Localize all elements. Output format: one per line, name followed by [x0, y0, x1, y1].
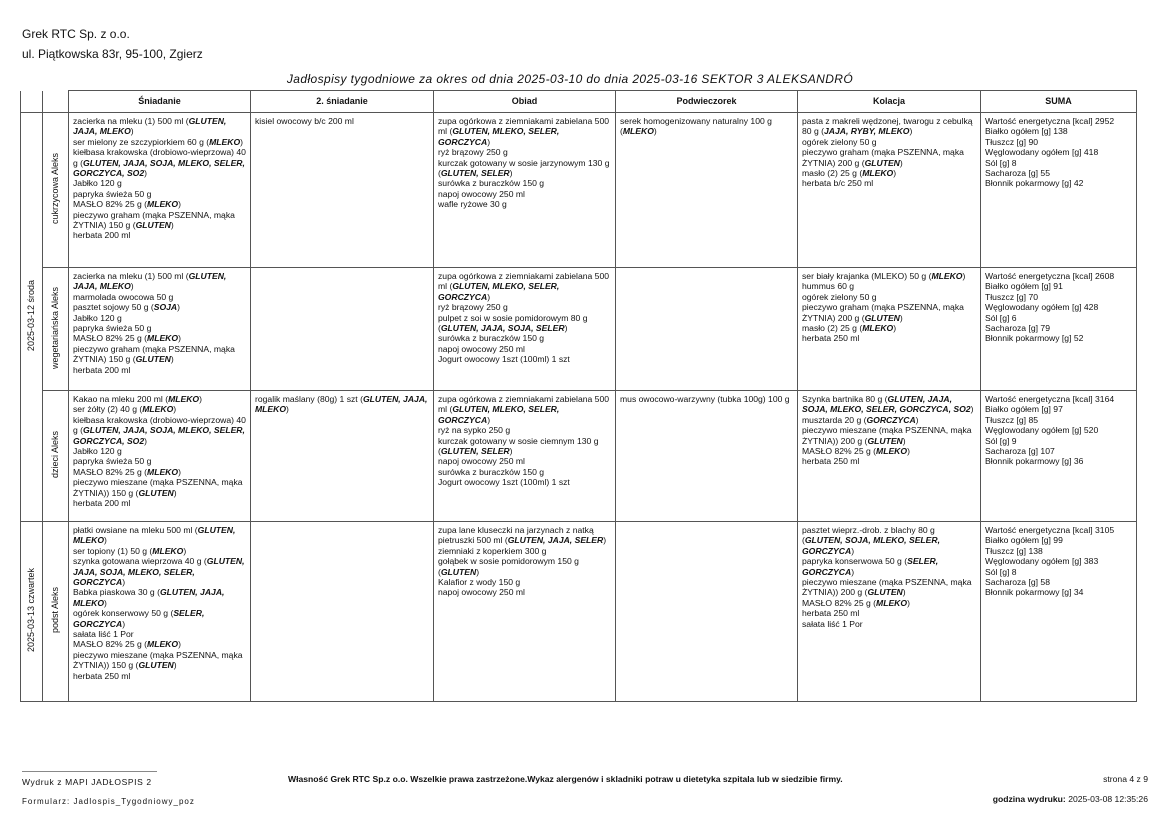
meal-item: Sól [g] 8 — [985, 566, 1017, 577]
day-date: 2025-03-12 środa — [26, 280, 37, 352]
allergen-list: GLUTEN — [138, 660, 174, 671]
company-header — [22, 24, 203, 64]
diet-name: cukrzycowa Aleks — [50, 153, 61, 225]
page-title: Jadłospisy tygodniowe za okres od dnia 2025-03-10 do dnia 2025-03-16 SEKTOR 3 ALEKSANDRÓ — [286, 72, 854, 86]
meal-item: herbata 250 ml — [802, 456, 860, 467]
allergen-list: MLEKO — [147, 639, 179, 650]
meal-item: Błonnik pokarmowy [g] 42 — [985, 178, 1084, 189]
meal-item: zupa ogórkowa z ziemniakami zabielana 500 ml (GLUTEN, MLEKO, SELER, GORCZYCA) — [438, 271, 610, 302]
meal-cell — [981, 522, 1137, 702]
meal-item: pieczywo graham (mąka PSZENNA, mąka ŻYTNIA) 150 g (GLUTEN) — [73, 343, 235, 365]
allergen-list: MLEKO — [931, 271, 963, 281]
meal-item: Wartość energetyczna [kcal] 2608 — [985, 271, 1115, 281]
meal-item: pieczywo mieszane (mąka PSZENNA, mąka ŻYTNIA)) 150 g (GLUTEN) — [73, 649, 243, 671]
meal-item: MASŁO 82% 25 g (MLEKO) — [802, 597, 910, 608]
menu-row — [21, 268, 1137, 391]
meal-item: pulpet z soi w sosie pomidorowym 80 g (GLUTEN, JAJA, SOJA, SELER) — [438, 312, 588, 334]
allergen-list: GLUTEN, JAJA, MLEKO — [73, 116, 227, 137]
meal-item: MASŁO 82% 25 g (MLEKO) — [73, 199, 181, 210]
menu-row — [21, 522, 1137, 702]
meal-item: marmolada owocowa 50 g — [73, 291, 174, 302]
allergen-list: GLUTEN, SOJA, MLEKO, SELER, GORCZYCA — [802, 535, 940, 556]
meal-item: Sacharoza [g] 55 — [985, 168, 1050, 179]
allergen-list: GLUTEN, MLEKO, SELER, GORCZYCA — [438, 281, 560, 302]
header-corner — [43, 91, 69, 113]
meal-item: Błonnik pokarmowy [g] 36 — [985, 456, 1084, 467]
meal-item: Jabłko 120 g — [73, 312, 122, 323]
meal-item: herbata 250 ml — [802, 333, 860, 344]
meal-item: kiełbasa krakowska (drobiowo-wieprzowa) 40 g (GLUTEN, JAJA, SOJA, MLEKO, SELER, GORCZYCA, SO2) — [73, 147, 246, 179]
allergen-list: GLUTEN — [864, 157, 900, 168]
menu-row — [21, 113, 1137, 268]
allergen-list: SELER, GORCZYCA — [73, 608, 205, 629]
print-time-value: 2025-03-08 12:35:26 — [1068, 794, 1148, 804]
meal-item: Błonnik pokarmowy [g] 34 — [985, 587, 1084, 598]
meal-cell — [69, 391, 251, 522]
allergen-list: MLEKO — [622, 126, 654, 137]
meal-item: Białko ogółem [g] 138 — [985, 126, 1068, 137]
meal-item: Jogurt owocowy 1szt (100ml) 1 szt — [438, 477, 570, 488]
meal-item: ryż na sypko 250 g — [438, 425, 511, 436]
allergen-list: MLEKO — [147, 333, 179, 344]
allergen-list: GLUTEN, JAJA, SOJA, MLEKO, SELER, GORCZYCA — [73, 556, 245, 588]
meal-item: ogórek zielony 50 g — [802, 136, 877, 147]
meal-item: Sól [g] 8 — [985, 157, 1017, 168]
meal-cell — [251, 113, 434, 268]
meal-item: Białko ogółem [g] 99 — [985, 535, 1063, 546]
meal-item: napoj owocowy 250 ml — [438, 456, 525, 467]
meal-cell — [434, 268, 616, 391]
meal-item: pasztet wieprz.-drob. z blachy 80 g (GLUTEN, SOJA, MLEKO, SELER, GORCZYCA) — [802, 525, 940, 556]
meal-item: MASŁO 82% 25 g (MLEKO) — [73, 639, 181, 650]
meal-item: masło (2) 25 g (MLEKO) — [802, 323, 897, 334]
meal-item: Jogurt owocowy 1szt (100ml) 1 szt — [438, 354, 570, 365]
allergen-list: GLUTEN, MLEKO, SELER, GORCZYCA — [438, 126, 560, 147]
allergen-list: GLUTEN, SELER — [440, 168, 510, 179]
meal-item: zacierka na mleku (1) 500 ml (GLUTEN, JAJA, MLEKO) — [73, 116, 227, 137]
footer-form-label: Formularz: Jadlospis_Tygodniowy_poz — [22, 797, 195, 806]
meal-item: rogalik maślany (80g) 1 szt (GLUTEN, JAJA, MLEKO) — [255, 394, 428, 415]
meal-item: mus owocowo-warzywny (tubka 100g) 100 g — [620, 394, 790, 404]
allergen-list: GLUTEN, JAJA, SOJA, MLEKO, SELER, GORCZYCA, SO2 — [802, 394, 971, 415]
company-address: ul. Piątkowska 83r, 95-100, Zgierz — [22, 47, 203, 61]
meal-cell — [616, 391, 798, 522]
diet-name: dzieci Aleks — [50, 431, 61, 479]
meal-item: sałata liść 1 Por — [802, 618, 863, 629]
meal-cell — [981, 113, 1137, 268]
allergen-list: GLUTEN, MLEKO — [73, 525, 236, 546]
allergen-list: GLUTEN, JAJA, MLEKO — [255, 394, 428, 415]
meal-item: pieczywo graham (mąka PSZENNA, mąka ŻYTNIA) 200 g (GLUTEN) — [802, 147, 964, 168]
meal-item: pieczywo mieszane (mąka PSZENNA, mąka ŻYTNIA)) 200 g (GLUTEN) — [802, 425, 972, 446]
meal-item: herbata 200 ml — [73, 230, 131, 241]
footer-print-time — [993, 794, 1148, 804]
allergen-list: MLEKO — [209, 136, 241, 147]
meal-item: Sacharoza [g] 107 — [985, 446, 1055, 457]
allergen-list: GORCZYCA — [866, 414, 916, 425]
allergen-list: MLEKO — [142, 404, 174, 415]
meal-item: herbata 250 ml — [73, 670, 131, 681]
meal-item: Babka piaskowa 30 g (GLUTEN, JAJA, MLEKO) — [73, 587, 225, 608]
meal-item: ser topiony (1) 50 g (MLEKO) — [73, 545, 187, 556]
header-corner — [21, 91, 43, 113]
allergen-list: GLUTEN, SELER — [440, 446, 510, 457]
allergen-list: MLEKO — [862, 323, 894, 334]
meal-item: Wartość energetyczna [kcal] 3164 — [985, 394, 1115, 404]
meal-item: kurczak gotowany w sosie ciemnym 130 g (GLUTEN, SELER) — [438, 435, 599, 457]
allergen-list: GLUTEN, JAJA, MLEKO — [73, 587, 225, 608]
meal-item: Jabłko 120 g — [73, 446, 122, 457]
meal-item: Błonnik pokarmowy [g] 52 — [985, 333, 1084, 344]
column-header: SUMA — [981, 91, 1137, 113]
meal-item: napoj owocowy 250 ml — [438, 587, 525, 598]
meal-item: pieczywo graham (mąka PSZENNA, mąka ŻYTNIA) 200 g (GLUTEN) — [802, 302, 964, 323]
meal-item: Tłuszcz [g] 70 — [985, 291, 1039, 302]
allergen-list: SELER, GORCZYCA — [802, 556, 939, 577]
meal-item: masło (2) 25 g (MLEKO) — [802, 168, 897, 179]
allergen-list: GLUTEN — [135, 220, 171, 231]
allergen-list: MLEKO — [876, 597, 908, 608]
meal-item: wafle ryżowe 30 g — [438, 199, 507, 210]
allergen-list: MLEKO — [168, 394, 200, 404]
meal-cell — [981, 391, 1137, 522]
meal-item: Sacharoza [g] 58 — [985, 577, 1050, 588]
meal-item: MASŁO 82% 25 g (MLEKO) — [802, 446, 910, 457]
meal-item: Jabłko 120 g — [73, 178, 122, 189]
meal-item: Tłuszcz [g] 85 — [985, 414, 1039, 425]
meal-cell — [616, 268, 798, 391]
meal-cell — [981, 268, 1137, 391]
print-time-label: godzina wydruku: — [992, 794, 1066, 804]
meal-item: papryka świeża 50 g — [73, 456, 152, 467]
allergen-list: GLUTEN, JAJA, SOJA, MLEKO, SELER, GORCZYCA, SO2 — [73, 425, 245, 446]
meal-cell — [798, 113, 981, 268]
column-header: Śniadanie — [69, 91, 251, 113]
meal-item: szynka gotowana wieprzowa 40 g (GLUTEN, JAJA, SOJA, MLEKO, SELER, GORCZYCA) — [73, 556, 245, 588]
meal-item: musztarda 20 g (GORCZYCA) — [802, 414, 919, 425]
allergen-list: MLEKO — [147, 199, 179, 210]
meal-item: surówka z buraczków 150 g — [438, 466, 545, 477]
meal-item: MASŁO 82% 25 g (MLEKO) — [73, 333, 181, 344]
meal-item: gołąbek w sosie pomidorowym 150 g (GLUTEN) — [438, 556, 579, 577]
meal-item: hummus 60 g — [802, 281, 855, 292]
meal-item: papryka konserwowa 50 g (SELER, GORCZYCA) — [802, 556, 939, 577]
meal-item: herbata 250 ml — [802, 608, 860, 619]
diet-name: podst Aleks — [50, 587, 61, 634]
meal-cell — [251, 522, 434, 702]
allergen-list: GLUTEN — [138, 487, 174, 498]
meal-item: ryż brązowy 250 g — [438, 302, 508, 313]
meal-item: Kakao na mleku 200 ml (MLEKO) — [73, 394, 202, 404]
allergen-list: GLUTEN — [135, 354, 171, 365]
meal-item: ogórek konserwowy 50 g (SELER, GORCZYCA) — [73, 608, 205, 629]
meal-item: serek homogenizowany naturalny 100 g (MLEKO) — [620, 116, 772, 137]
meal-item: zupa lane kluseczki na jarzynach z natką pietruszki 500 ml (GLUTEN, JAJA, SELER) — [438, 525, 607, 546]
meal-cell — [616, 522, 798, 702]
footer-print-label: Wydruk z MAPI JADŁOSPIS 2 — [22, 777, 152, 787]
meal-item: Węglowodany ogółem [g] 520 — [985, 425, 1099, 436]
weekly-menu-table — [20, 90, 1137, 702]
menu-row — [21, 391, 1137, 522]
meal-cell — [434, 522, 616, 702]
meal-item: ser żółty (2) 40 g (MLEKO) — [73, 404, 177, 415]
allergen-list: GLUTEN — [867, 587, 903, 598]
meal-cell — [616, 113, 798, 268]
meal-item: ogórek zielony 50 g — [802, 291, 877, 302]
column-header: Podwieczorek — [616, 91, 798, 113]
column-header: Obiad — [434, 91, 616, 113]
header-row — [21, 91, 1137, 113]
allergen-list: JAJA, RYBY, MLEKO — [823, 126, 910, 137]
meal-item: MASŁO 82% 25 g (MLEKO) — [73, 466, 181, 477]
meal-item: płatki owsiane na mleku 500 ml (GLUTEN, MLEKO) — [73, 525, 236, 546]
meal-cell — [251, 268, 434, 391]
meal-item: Wartość energetyczna [kcal] 3105 — [985, 525, 1115, 535]
allergen-list: MLEKO — [152, 545, 184, 556]
meal-item: ser mielony ze szczypiorkiem 60 g (MLEKO) — [73, 136, 244, 147]
meal-item: Kalafior z wody 150 g — [438, 577, 521, 588]
meal-item: Sacharoza [g] 79 — [985, 323, 1050, 334]
footer-ownership: Własność Grek RTC Sp.z o.o. Wszelkie prawa zastrzeżone.Wykaz alergenów i skladniki potraw u dietetyka szpitala lub w siedzibie firmy. — [288, 774, 843, 784]
allergen-list: GLUTEN, JAJA, SOJA, MLEKO, SELER, GORCZYCA, SO2 — [73, 157, 245, 179]
allergen-list: MLEKO — [876, 446, 908, 457]
meal-item: Tłuszcz [g] 90 — [985, 136, 1039, 147]
meal-cell — [798, 522, 981, 702]
meal-item: papryka świeża 50 g — [73, 323, 152, 334]
meal-item: zupa ogórkowa z ziemniakami zabielana 500 ml (GLUTEN, MLEKO, SELER, GORCZYCA) — [438, 116, 610, 147]
menu-body — [21, 113, 1137, 702]
meal-item: sałata liść 1 Por — [73, 629, 134, 640]
meal-item: Sól [g] 9 — [985, 435, 1017, 446]
meal-item: kisiel owocowy b/c 200 ml — [255, 116, 354, 126]
allergen-list: GLUTEN, JAJA, SOJA, SELER — [440, 323, 565, 334]
allergen-list: GLUTEN, JAJA, SELER — [507, 535, 604, 546]
diet-cell — [43, 522, 69, 702]
meal-item: ziemniaki z koperkiem 300 g — [438, 545, 547, 556]
allergen-list: GLUTEN — [440, 566, 477, 577]
meal-cell — [798, 391, 981, 522]
footer-print-info — [22, 771, 195, 811]
diet-cell — [43, 268, 69, 391]
allergen-list: MLEKO — [862, 168, 894, 179]
column-header: Kolacja — [798, 91, 981, 113]
allergen-list: MLEKO — [147, 466, 179, 477]
meal-cell — [434, 391, 616, 522]
column-header: 2. śniadanie — [251, 91, 434, 113]
meal-cell — [798, 268, 981, 391]
allergen-list: GLUTEN, JAJA, MLEKO — [73, 271, 227, 292]
meal-item: Sól [g] 6 — [985, 312, 1017, 323]
meal-item: Węglowodany ogółem [g] 383 — [985, 556, 1099, 567]
meal-item: pieczywo graham (mąka PSZENNA, mąka ŻYTNIA) 150 g (GLUTEN) — [73, 209, 235, 231]
meal-item: napoj owocowy 250 ml — [438, 343, 525, 354]
meal-item: Szynka bartnika 80 g (GLUTEN, JAJA, SOJA, MLEKO, SELER, GORCZYCA, SO2) — [802, 394, 974, 415]
meal-item: pasta z makreli wędzonej, twarogu z cebulką 80 g (JAJA, RYBY, MLEKO) — [802, 116, 973, 137]
meal-item: ser biały krajanka (MLEKO) 50 g (MLEKO) — [802, 271, 966, 281]
diet-cell — [43, 113, 69, 268]
meal-item: napoj owocowy 250 ml — [438, 188, 525, 199]
page-number: strona 4 z 9 — [1103, 774, 1148, 784]
meal-cell — [69, 522, 251, 702]
day-date-cell — [21, 522, 43, 702]
meal-item: surówka z buraczków 150 g — [438, 178, 545, 189]
meal-cell — [434, 113, 616, 268]
meal-item: pieczywo mieszane (mąka PSZENNA, mąka ŻYTNIA)) 200 g (GLUTEN) — [802, 577, 972, 598]
allergen-list: SOJA — [153, 302, 178, 313]
meal-cell — [251, 391, 434, 522]
allergen-list: GLUTEN — [864, 312, 900, 323]
meal-item: zacierka na mleku (1) 500 ml (GLUTEN, JAJA, MLEKO) — [73, 271, 227, 292]
meal-item: papryka świeża 50 g — [73, 188, 152, 199]
meal-item: Węglowodany ogółem [g] 418 — [985, 147, 1099, 158]
meal-item: kurczak gotowany w sosie jarzynowym 130 g (GLUTEN, SELER) — [438, 157, 610, 179]
meal-item: ryż brązowy 250 g — [438, 147, 508, 158]
meal-item: pasztet sojowy 50 g (SOJA) — [73, 302, 181, 313]
diet-name: wegetariańska Aleks — [50, 286, 61, 369]
diet-cell — [43, 391, 69, 522]
meal-item: Węglowodany ogółem [g] 428 — [985, 302, 1099, 313]
meal-item: Tłuszcz [g] 138 — [985, 545, 1043, 556]
day-date: 2025-03-13 czwartek — [26, 568, 37, 653]
allergen-list: GLUTEN, MLEKO, SELER, GORCZYCA — [438, 404, 560, 425]
meal-cell — [69, 268, 251, 391]
day-date-cell — [21, 113, 43, 522]
meal-item: herbata 200 ml — [73, 364, 131, 375]
meal-cell — [69, 113, 251, 268]
meal-item: Białko ogółem [g] 97 — [985, 404, 1063, 415]
meal-item: herbata b/c 250 ml — [802, 178, 874, 189]
meal-item: kiełbasa krakowska (drobiowo-wieprzowa) 40 g (GLUTEN, JAJA, SOJA, MLEKO, SELER, GORCZYCA, SO2) — [73, 414, 246, 446]
meal-item: Białko ogółem [g] 91 — [985, 281, 1063, 292]
meal-item: surówka z buraczków 150 g — [438, 333, 545, 344]
meal-item: herbata 200 ml — [73, 498, 131, 509]
meal-item: pieczywo mieszane (mąka PSZENNA, mąka ŻYTNIA)) 150 g (GLUTEN) — [73, 477, 243, 498]
allergen-list: GLUTEN — [867, 435, 903, 446]
company-name: Grek RTC Sp. z o.o. — [22, 27, 130, 41]
meal-item: zupa ogórkowa z ziemniakami zabielana 500 ml (GLUTEN, MLEKO, SELER, GORCZYCA) — [438, 394, 610, 425]
meal-item: Wartość energetyczna [kcal] 2952 — [985, 116, 1115, 126]
